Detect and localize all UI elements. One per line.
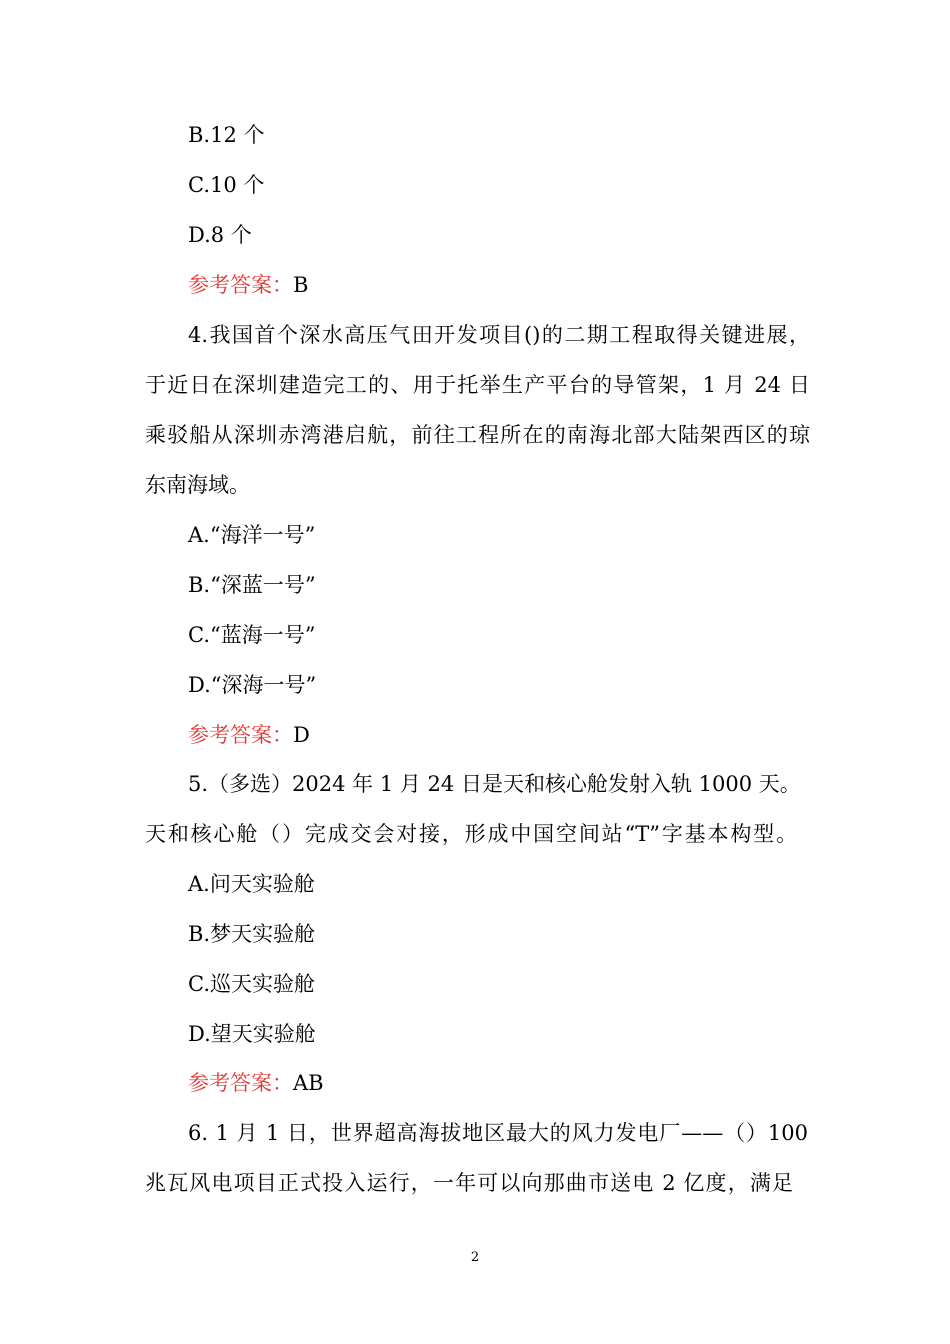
q6-question-line-1: 6. 1 月 1 日，世界超高海拔地区最大的风力发电厂——（）100 — [188, 1121, 808, 1145]
answer-label: 参考答案： — [188, 273, 293, 297]
q4-question-line-3: 乘驳船从深圳赤湾港启航，前往工程所在的南海北部大陆架西区的琼 — [145, 423, 810, 447]
q5-question-line-2: 天和核心舱（）完成交会对接，形成中国空间站“T”字基本构型。 — [145, 822, 797, 846]
answer-label: 参考答案： — [188, 1071, 293, 1095]
answer-value: AB — [293, 1071, 324, 1095]
q5-option-c: C.巡天实验舱 — [188, 972, 315, 996]
answer-value: B — [293, 273, 309, 297]
answer-label: 参考答案： — [188, 723, 293, 747]
q6-question-line-2: 兆瓦风电项目正式投入运行，一年可以向那曲市送电 2 亿度，满足 — [145, 1171, 793, 1195]
q4-option-c: C.“蓝海一号” — [188, 623, 316, 647]
q4-question-line-2: 于近日在深圳建造完工的、用于托举生产平台的导管架，1 月 24 日 — [145, 373, 810, 397]
q5-option-a: A.问天实验舱 — [188, 872, 315, 896]
q4-option-d: D.“深海一号” — [188, 673, 317, 697]
q5-answer — [188, 1069, 853, 1097]
q5-question-line-1: 5.（多选）2024 年 1 月 24 日是天和核心舱发射入轨 1000 天。 — [188, 772, 801, 796]
q4-option-a: A.“海洋一号” — [188, 523, 316, 547]
page-number: 2 — [470, 1250, 480, 1265]
q3-answer — [188, 271, 853, 299]
q5-option-b: B.梦天实验舱 — [188, 922, 316, 946]
answer-value: D — [293, 723, 310, 747]
q4-question-line-4: 东南海域。 — [145, 473, 250, 497]
q3-option-d: D.8 个 — [188, 223, 252, 247]
q4-answer — [188, 721, 853, 749]
q4-question-line-1: 4.我国首个深水高压气田开发项目()的二期工程取得关键进展， — [188, 323, 810, 347]
q5-option-d: D.望天实验舱 — [188, 1022, 316, 1046]
q3-option-c: C.10 个 — [188, 173, 265, 197]
q4-option-b: B.“深蓝一号” — [188, 573, 316, 597]
q3-option-b: B.12 个 — [188, 123, 265, 147]
